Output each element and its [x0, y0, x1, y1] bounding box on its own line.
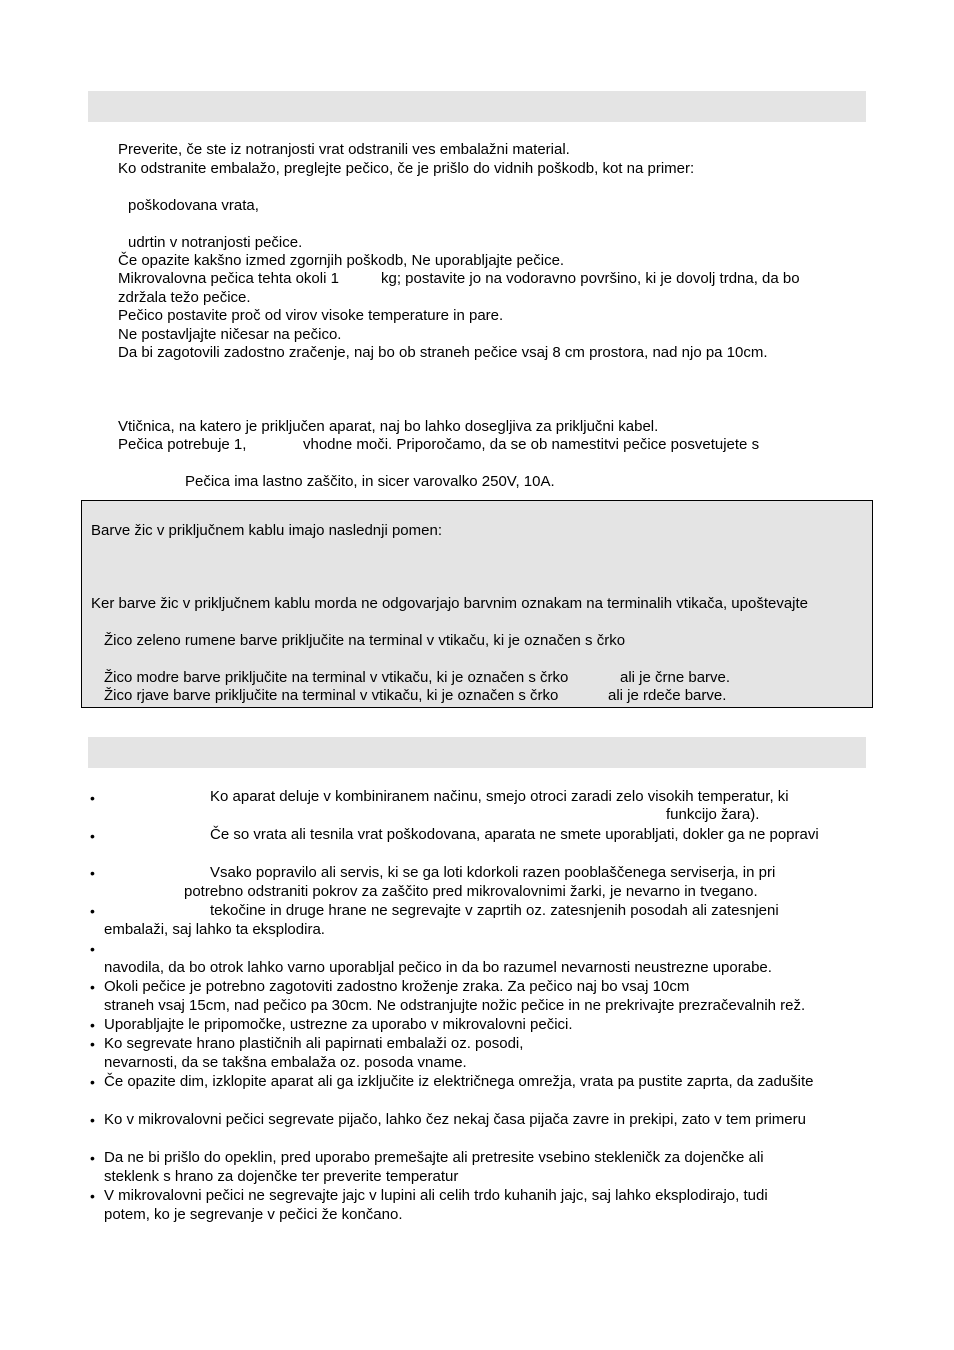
- bullet: •: [90, 979, 95, 995]
- text-line: Vtičnica, na katero je priključen aparat, naj bo lahko dosegljiva za priključni kabel.: [118, 418, 659, 435]
- text-line: Žico zeleno rumene barve priključite na terminal v vtikaču, ki je označen s črko: [104, 632, 626, 649]
- text-line: Pečica potrebuje 1,: [118, 436, 247, 453]
- text-line: Žico rjave barve priključite na terminal v vtikaču, ki je označen s črko: [104, 687, 559, 704]
- text-line: Preverite, če ste iz notranjosti vrat odstranili ves embalažni material.: [118, 141, 570, 158]
- text-line: Žico modre barve priključite na terminal v vtikaču, ki je označen s črko: [104, 669, 569, 686]
- text-line: Da bi zagotovili zadostno zračenje, naj bo ob straneh pečice vsaj 8 cm prostora, nad njo pa 10cm.: [118, 344, 768, 361]
- text-line: Mikrovalovna pečica tehta okoli 1: [118, 270, 339, 287]
- section-header-bar-installation: [88, 91, 866, 122]
- text-line: Ko segrevate hrano plastičnih ali papirnati embalaži oz. posodi,: [104, 1035, 524, 1052]
- bullet: •: [90, 941, 95, 957]
- text-line: embalaži, saj lahko ta eksplodira.: [104, 921, 325, 938]
- text-line: ali je rdeče barve.: [608, 687, 727, 704]
- text-line: Ne postavljajte ničesar na pečico.: [118, 326, 342, 343]
- text-line: Če so vrata ali tesnila vrat poškodovana, aparata ne smete uporabljati, dokler ga ne popravi: [210, 826, 819, 843]
- text-line: Ko aparat deluje v kombiniranem načinu, smejo otroci zaradi zelo visokih temperatur, ki: [210, 788, 789, 805]
- text-line: funkcijo žara).: [666, 806, 760, 823]
- text-line: Pečica ima lastno zaščito, in sicer varovalko 250V, 10A.: [185, 473, 555, 490]
- text-line: nevarnosti, da se takšna embalaža oz. posoda vname.: [104, 1054, 467, 1071]
- text-line: Vsako popravilo ali servis, ki se ga loti kdorkoli razen pooblaščenega serviserja, in pri: [210, 864, 776, 881]
- bullet: •: [90, 1188, 95, 1204]
- bullet: •: [90, 865, 95, 881]
- text-line: Okoli pečice je potrebno zagotoviti zadostno kroženje zraka. Za pečico naj bo vsaj 10cm: [104, 978, 690, 995]
- text-line: Pečico postavite proč od virov visoke temperature in pare.: [118, 307, 504, 324]
- text-line: kg; postavite jo na vodoravno površino, ki je dovolj trdna, da bo: [381, 270, 800, 287]
- text-line: V mikrovalovni pečici ne segrevajte jajc v lupini ali celih trdo kuhanih jajc, saj lahko eksplodirajo, tudi: [104, 1187, 768, 1204]
- bullet: •: [90, 1150, 95, 1166]
- text-line: Ko v mikrovalovni pečici segrevate pijačo, lahko čez nekaj časa pijača zavre in prekipi, zato v tem primeru: [104, 1111, 806, 1128]
- list-item: udrtin v notranjosti pečice.: [128, 234, 303, 251]
- text-line: Barve žic v priključnem kablu imajo naslednji pomen:: [91, 522, 442, 539]
- list-item: poškodovana vrata,: [128, 197, 259, 214]
- text-line: potrebno odstraniti pokrov za zaščito pred mikrovalovnimi žarki, je nevarno in tvegano.: [184, 883, 758, 900]
- text-line: zdržala težo pečice.: [118, 289, 251, 306]
- bullet: •: [90, 1112, 95, 1128]
- text-line: navodila, da bo otrok lahko varno uporabljal pečico in da bo razumel nevarnosti neustrezne uporabe.: [104, 959, 772, 976]
- text-line: Če opazite kakšno izmed zgornjih poškodb, Ne uporabljajte pečice.: [118, 252, 565, 269]
- text-line: ali je črne barve.: [620, 669, 731, 686]
- text-line: Če opazite dim, izklopite aparat ali ga izključite iz električnega omrežja, vrata pa pustite zaprta, da zadušite: [104, 1073, 814, 1090]
- text-line: Uporabljajte le pripomočke, ustrezne za uporabo v mikrovalovni pečici.: [104, 1016, 573, 1033]
- bullet: •: [90, 1074, 95, 1090]
- text-line: steklenk s hrano za dojenčke ter preverite temperatur: [104, 1168, 459, 1185]
- bullet: •: [90, 903, 95, 919]
- bullet: •: [90, 790, 95, 806]
- text-line: Ko odstranite embalažo, preglejte pečico, če je prišlo do vidnih poškodb, kot na primer:: [118, 160, 695, 177]
- text-line: Ker barve žic v priključnem kablu morda ne odgovarjajo barvnim oznakam na terminalih vtikača, upoštevajte: [91, 595, 809, 612]
- bullet: •: [90, 828, 95, 844]
- bullet: •: [90, 1017, 95, 1033]
- text-line: Da ne bi prišlo do opeklin, pred uporabo premešajte ali pretresite vsebino stekleničk za dojenčke ali: [104, 1149, 764, 1166]
- text-line: vhodne moči. Priporočamo, da se ob namestitvi pečice posvetujete s: [303, 436, 760, 453]
- text-line: potem, ko je segrevanje v pečici že končano.: [104, 1206, 403, 1223]
- text-line: tekočine in druge hrane ne segrevajte v zaprtih oz. zatesnjenih posodah ali zatesnjeni: [210, 902, 779, 919]
- text-line: straneh vsaj 15cm, nad pečico pa 30cm. Ne odstranjujte nožic pečice in ne prekrivajte prezračevalnih rež.: [104, 997, 806, 1014]
- section-header-bar-safety: [88, 737, 866, 768]
- bullet: •: [90, 1036, 95, 1052]
